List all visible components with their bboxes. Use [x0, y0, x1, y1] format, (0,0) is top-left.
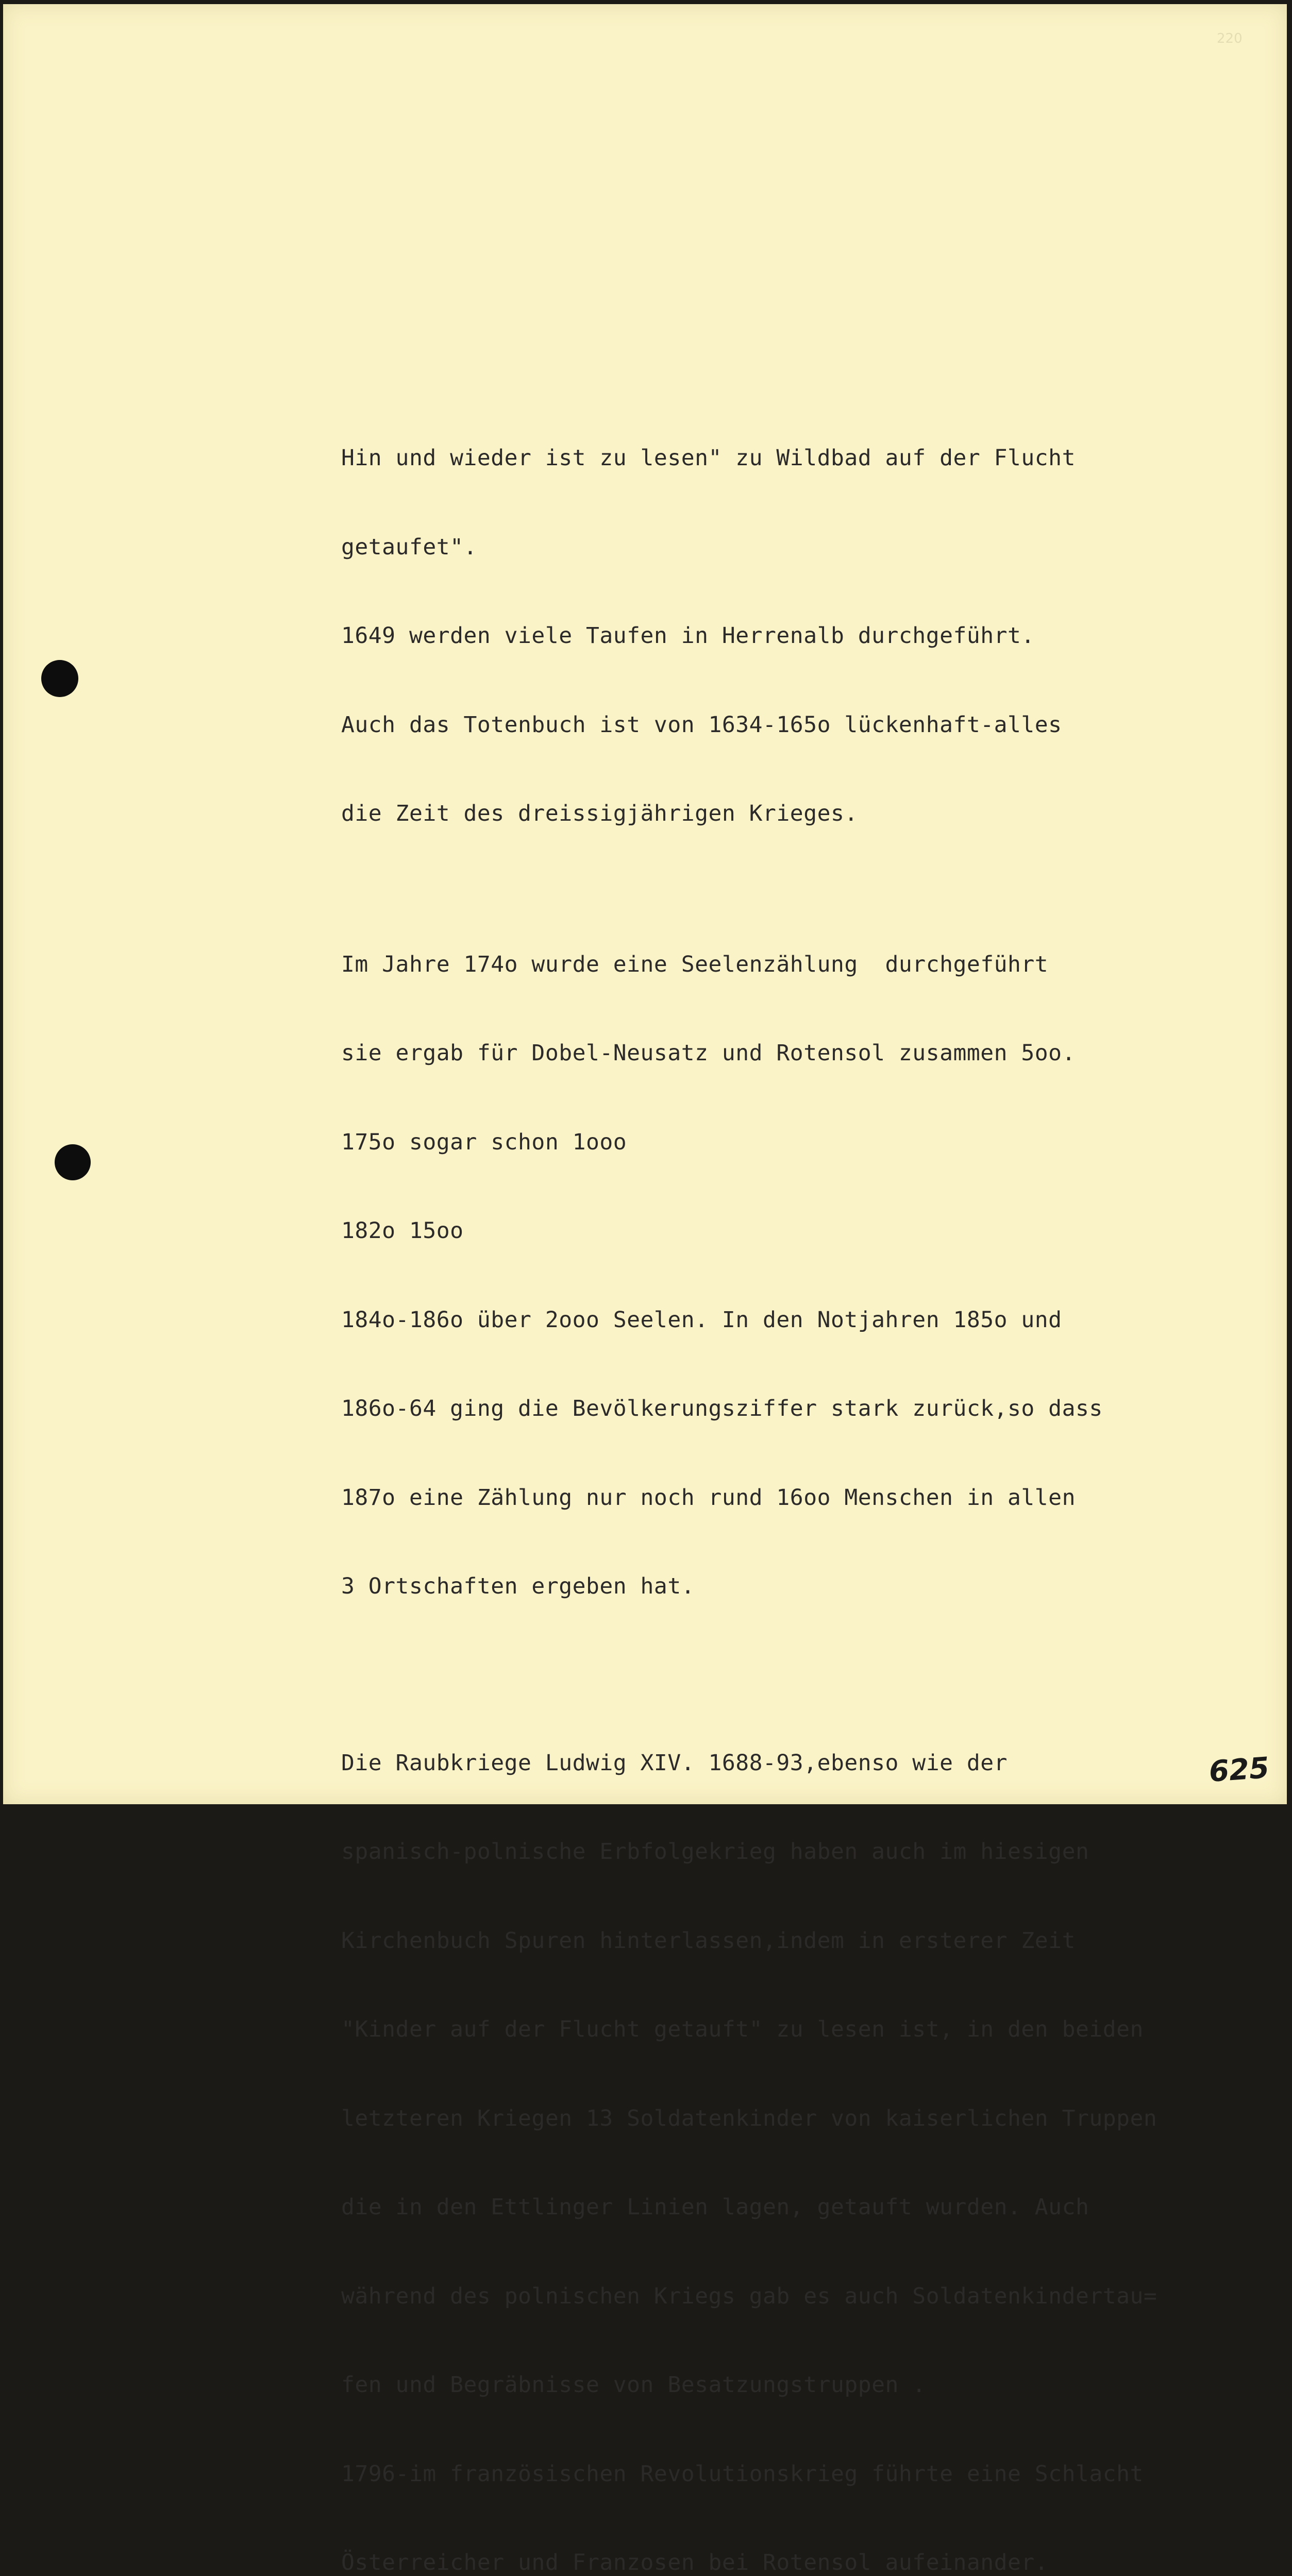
text-line: die in den Ettlinger Linien lagen, getauft wurden. Auch: [341, 2194, 1089, 2220]
typed-text-body: [341, 388, 1287, 2576]
punch-hole: [41, 660, 78, 697]
text-line: 1796-im französischen Revolutionskrieg führte eine Schlacht: [341, 2461, 1144, 2487]
text-line: 182o 15oo: [341, 1218, 464, 1244]
text-line: 175o sogar schon 1ooo: [341, 1129, 627, 1155]
text-line: die Zeit des dreissigjährigen Krieges.: [341, 801, 858, 826]
text-line: Im Jahre 174o wurde eine Seelenzählung durchgeführt: [341, 951, 1049, 977]
text-line: Österreicher und Franzosen bei Rotensol aufeinander.: [341, 2550, 1049, 2575]
text-line: 184o-186o über 2ooo Seelen. In den Notjahren 185o und: [341, 1307, 1062, 1333]
text-line: 3 Ortschaften ergeben hat.: [341, 1573, 695, 1599]
text-line: fen und Begräbnisse von Besatzungstruppen .: [341, 2372, 926, 2398]
page-number: 625: [1207, 1751, 1271, 1789]
text-line: spanisch-polnische Erbfolgekrieg haben auch im hiesigen: [341, 1839, 1089, 1865]
document-page: [3, 4, 1287, 2575]
punch-hole: [55, 1144, 91, 1180]
paragraph-gap: [341, 884, 1287, 894]
text-line: 186o-64 ging die Bevölkerungsziffer stark zurück,so dass: [341, 1396, 1103, 1421]
text-line: während des polnischen Kriegs gab es auch Soldatenkindertau=: [341, 2283, 1157, 2309]
text-line: sie ergab für Dobel-Neusatz und Rotensol zusammen 5oo.: [341, 1040, 1076, 1066]
text-line: letzteren Kriegen 13 Soldatenkinder von kaiserlichen Truppen: [341, 2105, 1157, 2131]
paragraph-gap: [341, 1657, 1287, 1693]
corner-mark: 220: [1217, 31, 1243, 46]
text-line: Hin und wieder ist zu lesen" zu Wildbad auf der Flucht: [341, 445, 1076, 471]
text-line: "Kinder auf der Flucht getauft" zu lesen ist, in den beiden: [341, 2016, 1144, 2042]
text-line: getaufet".: [341, 534, 477, 560]
text-line: Kirchenbuch Spuren hinterlassen,indem in ersterer Zeit: [341, 1927, 1076, 1954]
text-line: 187o eine Zählung nur noch rund 16oo Menschen in allen: [341, 1484, 1076, 1511]
text-line: 1649 werden viele Taufen in Herrenalb durchgeführt.: [341, 623, 1035, 649]
text-line: Auch das Totenbuch ist von 1634-165o lückenhaft-alles: [341, 711, 1062, 738]
text-line: Die Raubkriege Ludwig XIV. 1688-93,ebenso wie der: [341, 1750, 1008, 1776]
